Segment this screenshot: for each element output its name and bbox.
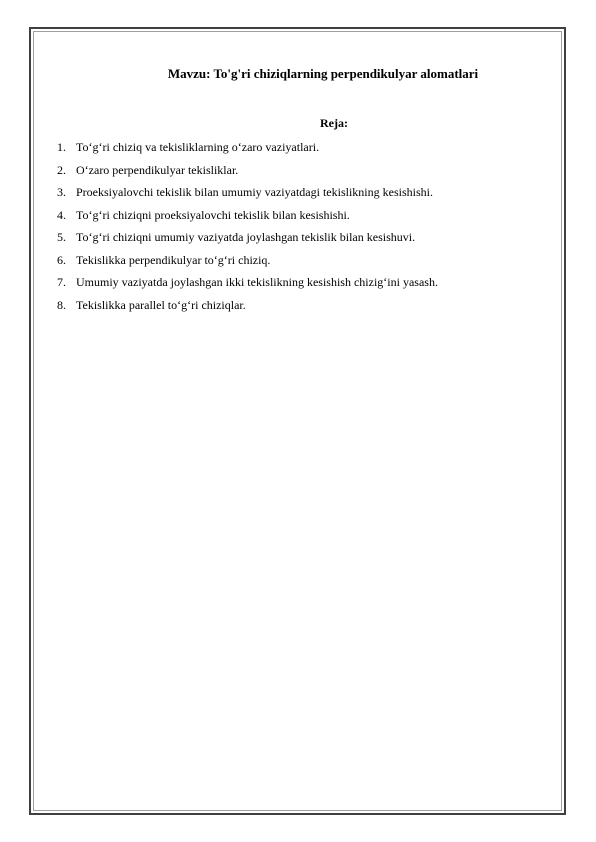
- list-item-text: To‘g‘ri chiziq va tekisliklarning o‘zaro vaziyatlari.: [76, 140, 320, 154]
- list-item-number: 5.: [57, 230, 66, 244]
- plan-list: [57, 136, 438, 316]
- list-item-number: 6.: [57, 252, 66, 267]
- list-item-number: 7.: [57, 275, 66, 289]
- list-item-text: O‘zaro perpendikulyar tekisliklar.: [76, 162, 239, 177]
- list-item-text: Tekislikka perpendikulyar to‘g‘ri chiziq.: [76, 252, 271, 267]
- plan-heading: Reja:: [320, 116, 348, 130]
- list-item-number: 1.: [57, 140, 66, 154]
- list-item: [57, 159, 438, 182]
- list-item: [57, 294, 438, 317]
- list-item: [57, 249, 438, 272]
- list-item-text: Umumiy vaziyatda joylashgan ikki tekislikning kesishish chizig‘ini yasash.: [76, 275, 438, 289]
- list-item-number: 2.: [57, 162, 66, 177]
- list-item-text: Tekislikka parallel to‘g‘ri chiziqlar.: [76, 297, 246, 312]
- list-item: [57, 204, 438, 227]
- list-item-text: To‘g‘ri chiziqni umumiy vaziyatda joylashgan tekislik bilan kesishuvi.: [76, 230, 416, 244]
- list-item: [57, 136, 438, 159]
- list-item: [57, 226, 438, 249]
- list-item-number: 4.: [57, 207, 66, 222]
- list-item-text: Proeksiyalovchi tekislik bilan umumiy vaziyatdagi tekislikning kesishishi.: [76, 185, 433, 199]
- list-item-number: 3.: [57, 185, 66, 199]
- list-item-text: To‘g‘ri chiziqni proeksiyalovchi tekislik bilan kesishishi.: [76, 207, 350, 222]
- document-title: Mavzu: To'g'ri chiziqlarning perpendikulyar alomatlari: [167, 66, 479, 81]
- list-item-number: 8.: [57, 297, 66, 312]
- list-item: [57, 181, 438, 204]
- list-item: [57, 271, 438, 294]
